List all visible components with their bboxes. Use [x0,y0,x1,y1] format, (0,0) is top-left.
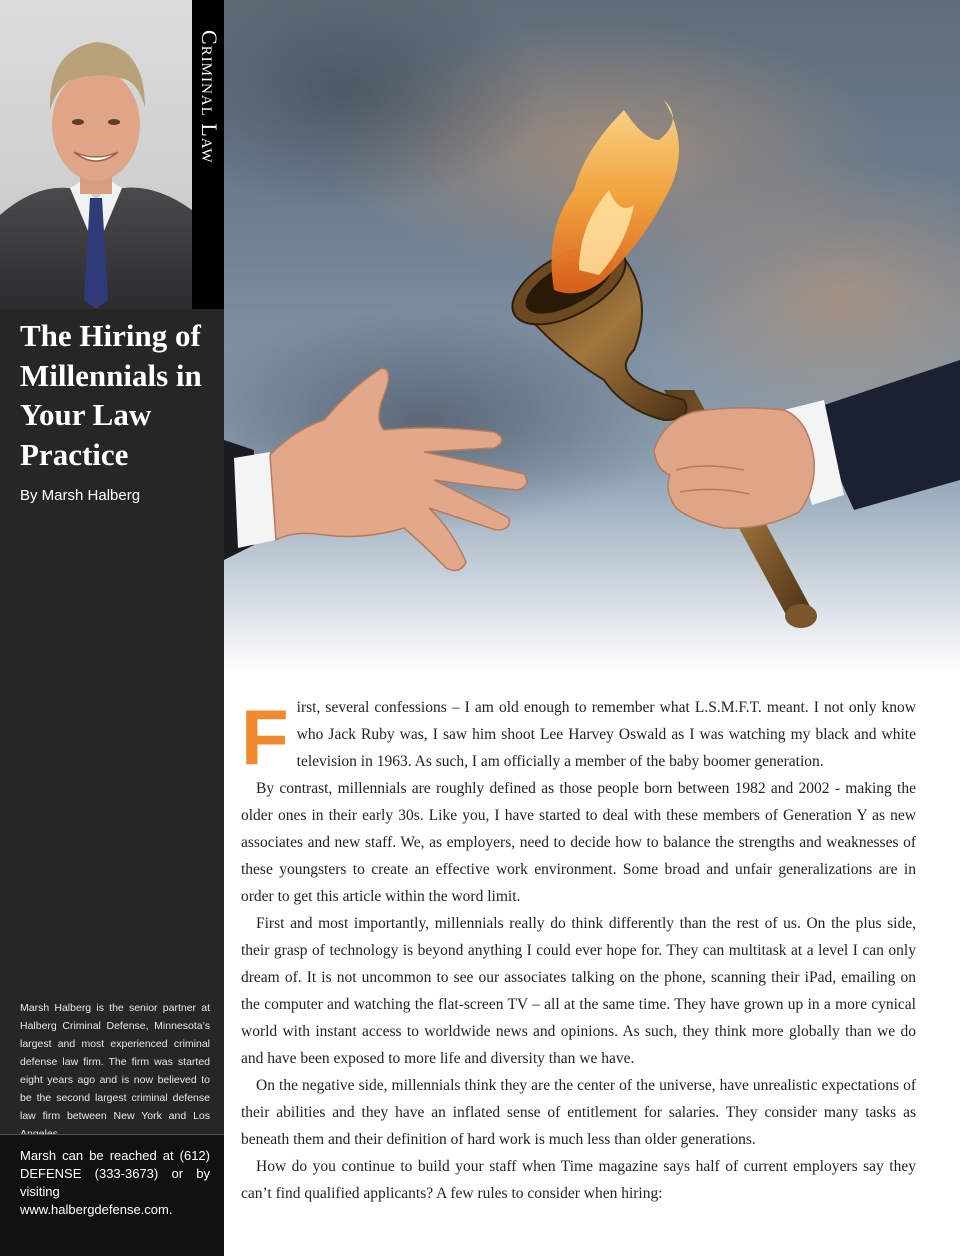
article-paragraph: On the negative side, millennials think they are the center of the universe, have unrealistic expectations of their abilities and they have an inflated sense of entitlement for salaries. They consider many tasks as beneath them and their definition of hard work is much less than older generations. [241,1077,916,1148]
author-contact: Marsh can be reached at (612) DEFENSE (333-3673) or by visiting www.halbergdefense.com. [20,1148,210,1217]
article-paragraph: How do you continue to build your staff when Time magazine says half of current employers say they can’t find qualified applicants? A few rules to consider when hiring: [241,1158,916,1202]
drop-cap: F [241,693,289,781]
hero-torch-image [224,0,960,672]
article-paragraph: irst, several confessions – I am old enough to remember what L.S.M.F.T. meant. I not only know who Jack Ruby was, I saw him shoot Lee Harvey Oswald as I was watching my black and white television in 1963. As such, I am officially a member of the baby boomer generation. [296,699,916,770]
author-portrait [0,0,192,309]
article-body [241,694,916,1207]
author-bio: Marsh Halberg is the senior partner at Halberg Criminal Defense, Minnesota’s largest and most experienced criminal defense law firm. The firm was started eight years ago and is now believed to be the second largest criminal defense law firm between New York and Los [20,1002,210,1122]
article-title: The Hiring of Millennials in Your Law Practice [20,318,202,472]
byline: By Marsh Halberg [20,487,141,504]
article-paragraph: By contrast, millennials are roughly defined as those people born between 1982 and 2002 - making the older ones in their early 30s. Like you, I have started to deal with these members of Generation Y as new associates and new staff. We, as employers, need to decide how to balance the strengths and weaknesses of these youngsters to create an effective work environment. Some broad and unfair generalizations are in order to get this article within the word limit. [241,780,916,905]
article-paragraph: First and most importantly, millennials really do think differently than the rest of us. On the plus side, their grasp of technology is beyond anything I could ever hope for. They can multitask at a level I can only dream of. It is not uncommon to see our associates talking on the phone, scanning their iPad, emailing on the computer and watching the flat-screen TV – all at the same time. They have grown up in a more cynical world with instant access to worldwide news and opinions. As such, they think more globally than we do and have been exposed to more life and diversity than we have. [241,915,916,1067]
section-label: Criminal Law [197,30,222,164]
